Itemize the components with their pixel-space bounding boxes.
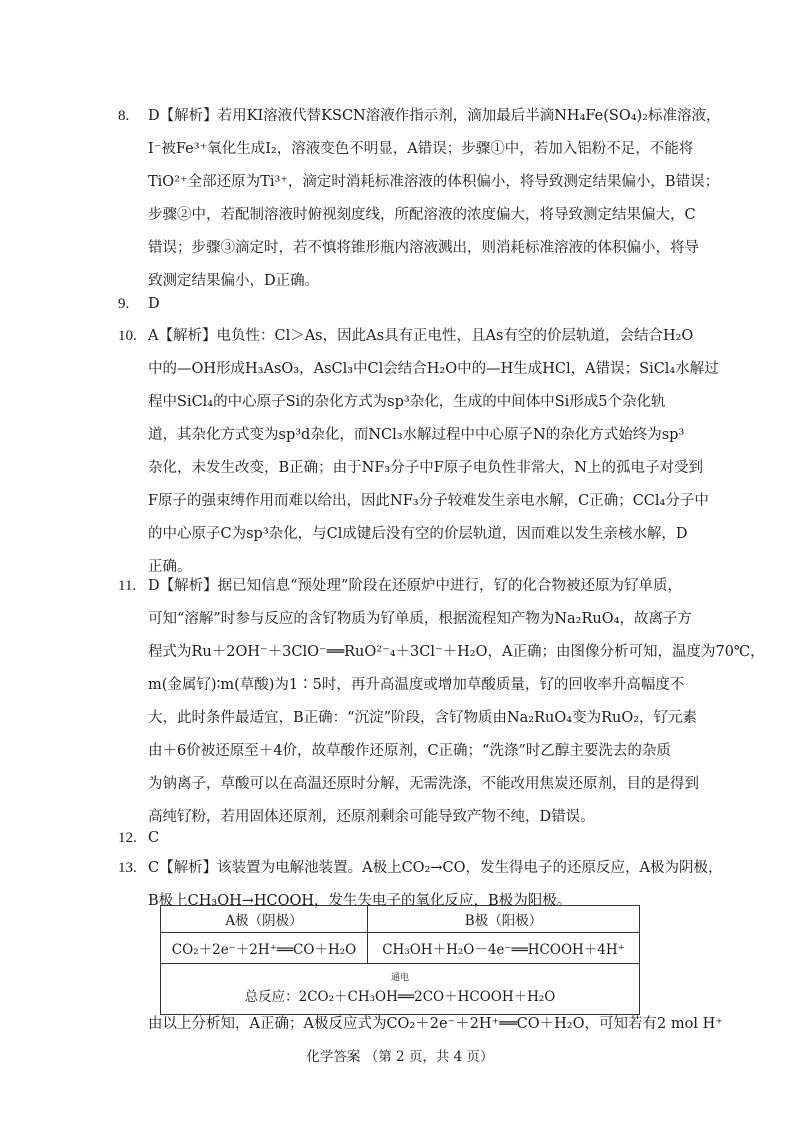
question-body (148, 570, 765, 834)
question-body (148, 1008, 723, 1041)
total-reaction (161, 964, 640, 1015)
answer-line: 大，此时条件最适宜，B正确：“沉淀”阶段，含钌物质由Na₂RuO₄变为RuO₂，钌元素 (148, 710, 698, 726)
answer-line: 道，其杂化方式变为sp³d杂化，而NCl₃水解过程中中心原子N的杂化方式始终为sp³ (148, 427, 685, 443)
question-number: 8. (118, 108, 130, 124)
analysis-continuation (118, 1008, 723, 1041)
answer-line: TiO²⁺全部还原为Ti³⁺，滴定时消耗标准溶液的体积偏小，将导致测定结果偏小，B错误； (148, 174, 720, 190)
answer-line: C【解析】该装置为电解池装置。A极上CO₂→CO，发生得电子的还原反应，A极为阴极， (148, 860, 723, 876)
question-9 (118, 288, 688, 321)
answer-line: 杂化，未发生改变，B正确；由于NF₃分子中F原子电负性非常大，N上的孤电子对受到 (148, 460, 703, 476)
answer-line: 错误；步骤③滴定时，若不慎将锥形瓶内溶液溅出，则消耗标准溶液的体积偏小，将导 (148, 240, 699, 256)
answer-line: D【解析】若用KI溶液代替KSCN溶液作指示剂，滴加最后半滴NH₄Fe(SO₄)₂标准溶液， (148, 108, 721, 124)
question-number: 13. (118, 860, 137, 876)
answer-line: 可知“溶解”时参与反应的含钌物质为钌单质，根据流程知产物为Na₂RuO₄，故离子方 (148, 611, 692, 627)
answer-line: 程式为Ru＋2OH⁻＋3ClO⁻══RuO²⁻₄＋3Cl⁻＋H₂O，A正确；由图像分析可知，温度为70℃， (148, 644, 765, 660)
question-11 (118, 570, 765, 834)
answer-line: 中的—OH形成H₃AsO₃，AsCl₃中Cl会结合H₂O中的—H生成HCl，A错误；SiCl₄水解过 (148, 361, 719, 377)
question-body (148, 288, 688, 321)
header-b-electrode: B极（阳极） (368, 906, 640, 933)
question-number: 11. (118, 578, 137, 594)
page-footer: 化学答案 （第 2 页，共 4 页） (306, 1049, 494, 1065)
answer-line: 程中SiCl₄的中心原子Si的杂化方式为sp³杂化，生成的中间体中Si形成5个杂化轨 (148, 394, 666, 410)
answer-line: 步骤②中，若配制溶液时俯视刻度线，所配溶液的浓度偏大，将导致测定结果偏大，C (148, 207, 696, 223)
answer-line: 高纯钌粉，若用固体还原剂，还原剂剩余可能导致产物不纯，D错误。 (148, 809, 595, 825)
answer-line: I⁻被Fe³⁺氧化生成I₂，溶液变色不明显，A错误；步骤①中，若加入铝粉不足，不能将 (148, 141, 694, 157)
question-10 (118, 320, 719, 584)
equation-a-electrode: CO₂＋2e⁻＋2H⁺══CO＋H₂O (161, 933, 368, 964)
answer-line: D (148, 296, 160, 312)
answer-line: 的中心原子C为sp³杂化，与Cl成键后没有空的价层轨道，因而难以发生亲核水解，D (148, 526, 688, 542)
electrode-reaction-table (160, 905, 640, 1015)
question-8 (118, 100, 721, 298)
answer-line: 由以上分析知，A正确；A极反应式为CO₂＋2e⁻＋2H⁺══CO＋H₂O，可知若有2 mol H⁺ (148, 1016, 723, 1032)
total-reaction-condition: 通电 (390, 973, 409, 983)
question-number: 12. (118, 830, 137, 846)
answer-line: B极上CH₃OH→HCOOH，发生失电子的氧化反应，B极为阳极。 (148, 893, 572, 909)
question-12 (118, 822, 688, 855)
answer-line: m(金属钌)∶m(草酸)为1∶5时，再升高温度或增加草酸质量，钌的回收率升高幅度不 (148, 677, 685, 693)
answer-line: 正确。 (148, 559, 192, 575)
question-body (148, 320, 719, 584)
question-number: 10. (118, 328, 137, 344)
header-a-electrode: A极（阴极） (161, 906, 368, 933)
question-number: 9. (118, 296, 130, 312)
total-reaction-equation: 总反应：2CO₂＋CH₃OH══2CO＋HCOOH＋H₂O (244, 989, 556, 1005)
question-body (148, 822, 688, 855)
answer-line: 致测定结果偏小，D正确。 (148, 273, 320, 289)
answer-line: D【解析】据已知信息“预处理”阶段在还原炉中进行，钌的化合物被还原为钌单质， (148, 578, 682, 594)
answer-line: F原子的强束缚作用而难以给出，因此NF₃分子较难发生亲电水解，C正确；CCl₄分子中 (148, 493, 709, 509)
answer-line: 为钠离子，草酸可以在高温还原时分解，无需洗涤，不能改用焦炭还原剂，目的是得到 (148, 776, 699, 792)
answer-line: 由＋6价被还原至＋4价，故草酸作还原剂，C正确；“洗涤”时乙醇主要洗去的杂质 (148, 743, 671, 759)
answer-line: C (148, 830, 160, 846)
equation-b-electrode: CH₃OH＋H₂O－4e⁻══HCOOH＋4H⁺ (368, 933, 640, 964)
answer-line: A【解析】电负性：Cl＞As，因此As具有正电性，且As有空的价层轨道，会结合H₂O (148, 328, 694, 344)
question-body (148, 100, 721, 298)
